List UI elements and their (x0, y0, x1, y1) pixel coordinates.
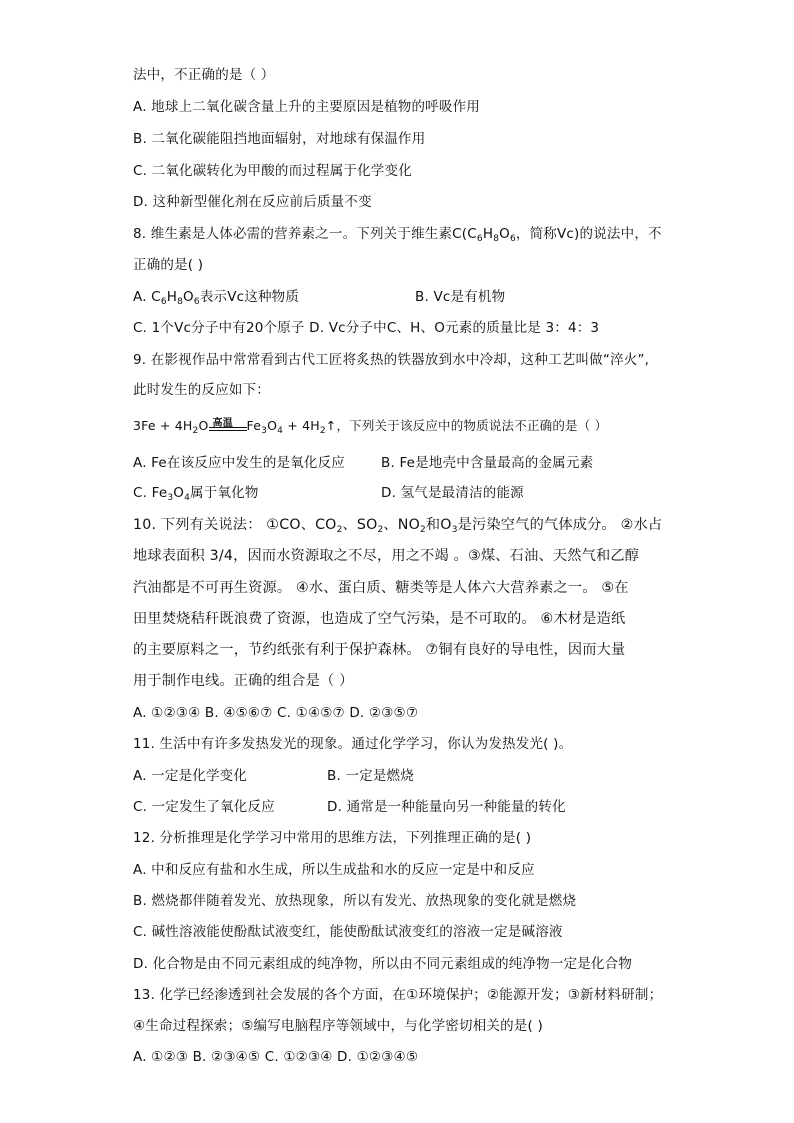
q7-option-c: C. 二氧化碳转化为甲酸的而过程属于化学变化 (133, 163, 412, 179)
q8-stem-line2: 正确的是( ) (133, 257, 204, 273)
q9-stem-line1: 9. 在影视作品中常常看到古代工匠将炙热的铁器放到水中冷却，这种工艺叫做“淬火”, (133, 352, 650, 368)
q9-stem-line2: 此时发生的反应如下： (133, 382, 270, 398)
q8-option-a: A. $C_6H_8O_6$表示Vc这种物质 (133, 289, 300, 307)
q12-option-c: C. 碱性溶液能使酚酞试液变红，能使酚酞试液变红的溶液一定是碱溶液 (133, 924, 563, 940)
q12-stem: 12. 分析推理是化学学习中常用的思维方法，下列推理正确的是( ) (133, 830, 532, 846)
q12-option-a: A. 中和反应有盐和水生成，所以生成盐和水的反应一定是中和反应 (133, 862, 535, 878)
q11-stem: 11. 生活中有许多发热发光的现象。通过化学学习，你认为发热发光( )。 (133, 736, 573, 752)
q11-option-b: B. 一定是燃烧 (327, 768, 414, 784)
q9-option-b: B. Fe是地壳中含量最高的金属元素 (381, 455, 594, 471)
q8-option-b: B. Vc是有机物 (415, 289, 506, 305)
q10-stem-line2: 地球表面积 3/4，因而水资源取之不尽，用之不竭 。③煤、石油、天然气和乙醇 (133, 548, 640, 564)
q13-options: A. ①②③ B. ②③④⑤ C. ①②③④ D. ①②③④⑤ (133, 1049, 419, 1065)
q12-option-d: D. 化合物是由不同元素组成的纯净物，所以由不同元素组成的纯净物一定是化合物 (133, 956, 633, 972)
q7-stem-tail: 法中，不正确的是（ ） (133, 67, 275, 83)
q10-stem-line4: 田里焚烧秸秆既浪费了资源，也造成了空气污染，是不可取的。 ⑥木材是造纸 (133, 611, 626, 627)
q13-stem-line1: 13. 化学已经渗透到社会发展的各个方面，在①环境保护；②能源开发；③新材料研制； (133, 987, 663, 1003)
q8-options-ab (133, 288, 506, 307)
q9-option-a: A. Fe在该反应中发生的是氧化反应 (133, 455, 346, 471)
q7-option-d: D. 这种新型催化剂在反应前后质量不变 (133, 194, 372, 210)
q12-option-b: B. 燃烧都伴随着发光、放热现象，所以有发光、放热现象的变化就是燃烧 (133, 893, 577, 909)
q11-option-d: D. 通常是一种能量向另一种能量的转化 (327, 799, 566, 815)
q10-stem-line5: 的主要原料之一，节约纸张有利于保护森林。 ⑦铜有良好的导电性，因而大量 (133, 642, 626, 658)
q7-option-b: B. 二氧化碳能阻挡地面辐射，对地球有保温作用 (133, 131, 426, 147)
q10-stem-line1: 10. 下列有关说法： ①CO、$CO_2$、$SO_2$、$NO_2$和$O_3$是污染空气的气体成分。 ②水占 (133, 517, 663, 535)
q10-options: A. ①②③④ B. ④⑤⑥⑦ C. ①④⑤⑦ D. ②③⑤⑦ (133, 705, 419, 721)
q8-stem-line1: 8. 维生素是人体必需的营养素之一。下列关于维生素$C(C_6H_8O_6$，简称Vc)的说法中，不 (133, 226, 662, 244)
q9-equation: $3Fe + 4H_2O$ 高温 $Fe_3O_4$ + $4H_2↑$，下列关于该反应中的物质说法不正确的是（ ） (133, 418, 608, 436)
q11-options-ab (133, 767, 414, 785)
q13-stem-line2: ④生命过程探索；⑤编写电脑程序等领域中，与化学密切相关的是( ) (133, 1018, 543, 1034)
q9-options-ab (133, 454, 594, 472)
q10-stem-line3: 汽油都是不可再生资源。 ④水、蛋白质、糖类等是人体六大营养素之一。 ⑤在 (133, 580, 629, 596)
q11-option-c: C. 一定发生了氧化反应 (133, 799, 275, 815)
q9-options-cd (133, 484, 524, 503)
q10-stem-line6: 用于制作电线。正确的组合是（ ） (133, 673, 354, 689)
q11-options-cd (133, 798, 566, 816)
q9-option-d: D. 氢气是最清洁的能源 (381, 485, 524, 501)
reaction-condition: 高温 (209, 417, 247, 435)
q7-option-a: A. 地球上二氧化碳含量上升的主要原因是植物的呼吸作用 (133, 99, 480, 115)
q9-option-c: C. $Fe_3O_4$属于氧化物 (133, 485, 259, 503)
q8-options-cd: C. 1个Vc分子中有20个原子 D. Vc分子中C、H、O元素的质量比是 3：4：3 (133, 320, 600, 336)
q11-option-a: A. 一定是化学变化 (133, 768, 248, 784)
